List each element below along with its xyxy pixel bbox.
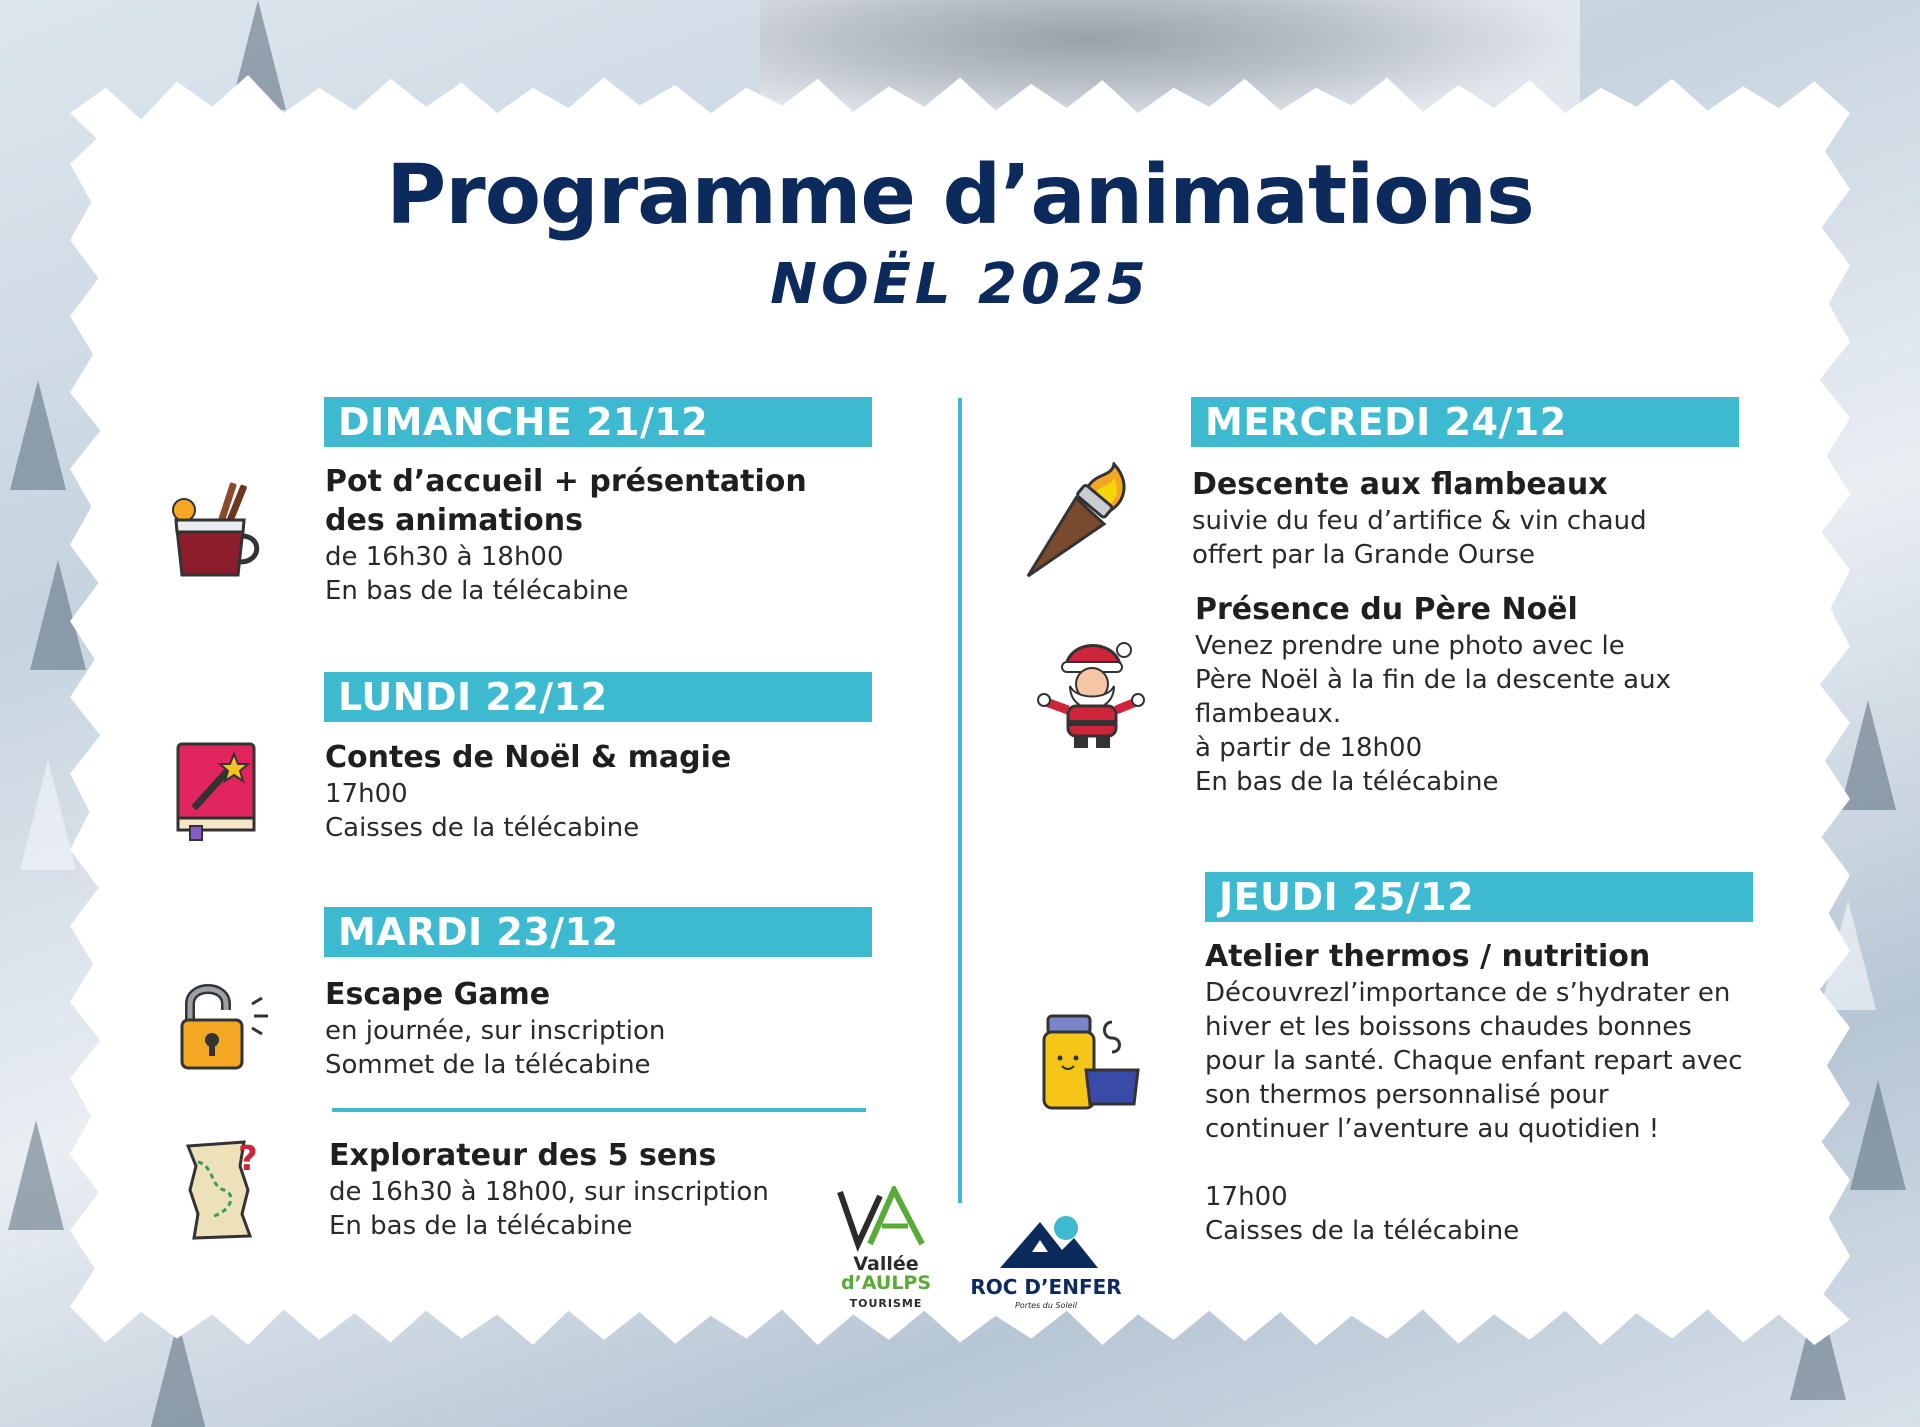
- vallee-logo-line1: Vallée: [853, 1253, 919, 1275]
- torch-icon: [1022, 462, 1142, 587]
- page-subtitle: NOËL 2025: [770, 252, 1150, 317]
- event-detail: Père Noël à la fin de la descente aux: [1195, 665, 1671, 695]
- unlocked-padlock-icon: [176, 980, 272, 1077]
- event-title: Pot d’accueil + présentation: [325, 464, 807, 499]
- treasure-map-icon: [184, 1136, 266, 1245]
- event-title: Descente aux flambeaux: [1192, 467, 1608, 502]
- event-detail: hiver et les boissons chaudes bonnes: [1205, 1012, 1692, 1042]
- event-pere-noel: [1195, 590, 1795, 799]
- magic-book-icon: [172, 742, 260, 847]
- roc-logo-tagline: Portes du Soleil: [1014, 1301, 1078, 1310]
- event-detail: à partir de 18h00: [1195, 733, 1423, 763]
- tree: [10, 380, 66, 490]
- event-title: Contes de Noël & magie: [325, 740, 732, 775]
- event-detail: de 16h30 à 18h00: [325, 542, 564, 572]
- event-detail: En bas de la télécabine: [329, 1211, 633, 1241]
- event-atelier-thermos: [1205, 937, 1805, 1248]
- event-detail: pour la santé. Chaque enfant repart avec: [1205, 1046, 1743, 1076]
- tree: [8, 1120, 64, 1230]
- event-title: des animations: [325, 503, 583, 538]
- event-pot-accueil: [325, 462, 885, 608]
- event-detail: en journée, sur inscription: [325, 1016, 666, 1046]
- santa-claus-icon: [1036, 640, 1146, 757]
- vallee-aulps-logo: [836, 1186, 936, 1326]
- svg-text:?: ?: [238, 1139, 258, 1179]
- tree: [1840, 700, 1896, 810]
- event-detail: continuer l’aventure au quotidien !: [1205, 1114, 1660, 1144]
- day-header-mardi: MARDI 23/12: [324, 907, 872, 957]
- tree: [1850, 1080, 1906, 1190]
- vallee-logo-line3: TOURISME: [849, 1297, 923, 1310]
- event-detail: Découvrezl’importance de s’hydrater en: [1205, 978, 1731, 1008]
- thermos-cup-icon: [1038, 1012, 1144, 1117]
- event-detail: Sommet de la télécabine: [325, 1050, 651, 1080]
- event-detail: Caisses de la télécabine: [1205, 1216, 1520, 1246]
- event-detail: flambeaux.: [1195, 699, 1342, 729]
- event-detail: offert par la Grande Ourse: [1192, 540, 1535, 570]
- page-title: Programme d’animations: [386, 148, 1534, 243]
- event-detail: Venez prendre une photo avec le: [1195, 631, 1625, 661]
- event-detail: En bas de la télécabine: [1195, 767, 1499, 797]
- event-detail-spacer: [1205, 1146, 1805, 1180]
- event-title: Explorateur des 5 sens: [329, 1138, 717, 1173]
- event-detail: Caisses de la télécabine: [325, 813, 640, 843]
- tree: [20, 760, 76, 870]
- day-header-jeudi: JEUDI 25/12: [1205, 872, 1753, 922]
- vallee-logo-line2: d’AULPS: [840, 1272, 932, 1294]
- roc-denfer-logo: [966, 1212, 1126, 1322]
- day-header-dimanche: DIMANCHE 21/12: [324, 397, 872, 447]
- column-divider: [958, 398, 962, 1203]
- event-divider: [332, 1108, 866, 1112]
- event-detail: son thermos personnalisé pour: [1205, 1080, 1609, 1110]
- day-header-lundi: LUNDI 22/12: [324, 672, 872, 722]
- day-header-mercredi: MERCREDI 24/12: [1191, 397, 1739, 447]
- event-escape-game: [325, 975, 885, 1082]
- event-detail: de 16h30 à 18h00, sur inscription: [329, 1177, 769, 1207]
- event-detail: 17h00: [325, 779, 408, 809]
- event-title: Escape Game: [325, 977, 551, 1012]
- roc-logo-name: ROC D’ENFER: [970, 1275, 1122, 1299]
- event-detail: suivie du feu d’artifice & vin chaud: [1192, 506, 1647, 536]
- event-explorateur: [329, 1136, 889, 1243]
- event-detail: 17h00: [1205, 1182, 1288, 1212]
- event-detail: En bas de la télécabine: [325, 576, 629, 606]
- mulled-wine-mug-icon: [166, 480, 266, 585]
- event-descente-flambeaux: [1192, 465, 1792, 572]
- event-contes: [325, 738, 885, 845]
- event-title: Atelier thermos / nutrition: [1205, 939, 1651, 974]
- event-title: Présence du Père Noël: [1195, 592, 1578, 627]
